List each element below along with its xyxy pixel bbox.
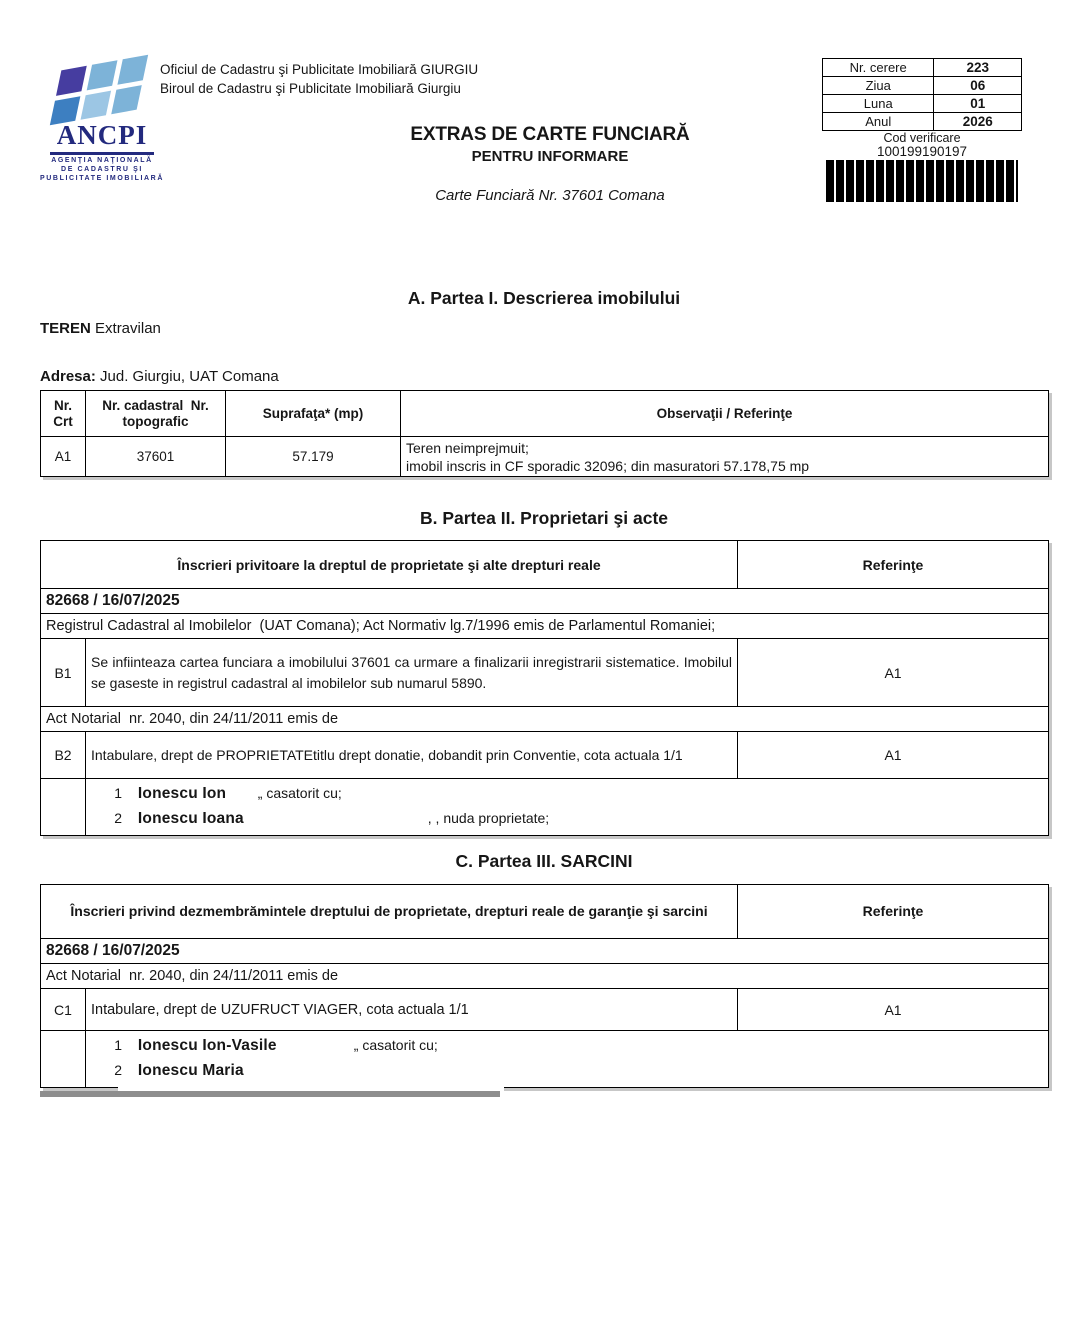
observatii-line-2: imobil inscris in CF sporadic 32096; din masuratori 57.178,75 mp [406, 457, 810, 474]
reference-b2: A1 [738, 732, 1049, 779]
issuing-office [160, 60, 478, 98]
owner-index: 2 [114, 1062, 122, 1078]
col-header-inscrieri-c: Înscrieri privind dezmembrămintele dreptului de proprietate, drepturi reale de garanţie şi sarcini [41, 885, 738, 939]
owner-entry [86, 806, 1048, 831]
land-type-line [40, 320, 161, 337]
table-row [823, 59, 1022, 77]
position-text-c1: Intabulare, drept de UZUFRUCT VIAGER, cota actuala 1/1 [86, 989, 738, 1031]
document-title: EXTRAS DE CARTE FUNCIARĂ [410, 124, 690, 145]
charges-table-wrap [40, 884, 1049, 1088]
parcel-table-wrap [40, 390, 1049, 477]
owner-entry [86, 1033, 1048, 1058]
ancpi-logo-caption [38, 156, 166, 183]
reference-c1: A1 [738, 989, 1049, 1031]
position-text-b2: Intabulare, drept de PROPRIETATEtitlu drept donatie, dobandit prin Conventie, cota actuala 1/1 [86, 732, 738, 779]
address-value: Jud. Giurgiu, UAT Comana [100, 368, 279, 385]
logo-square [81, 90, 112, 120]
act-line-c: Act Notarial nr. 2040, din 24/11/2011 emis de [41, 964, 1049, 989]
entry-number-row [41, 589, 1049, 614]
section-a-heading: A. Partea I. Descrierea imobilului [407, 288, 681, 308]
owners-list-row-b [41, 779, 1049, 836]
entry-number-row [41, 939, 1049, 964]
scan-artifact-shadow [40, 1091, 500, 1097]
col-header-inscrieri-b: Înscrieri privitoare la dreptul de proprietate şi alte drepturi reale [41, 541, 738, 589]
table-row [41, 437, 1049, 477]
owner-name: Ionescu Ioana [132, 807, 424, 831]
owners-list-b [86, 779, 1049, 836]
document-subtitle: PENTRU INFORMARE [471, 148, 629, 165]
table-header-row [41, 541, 1049, 589]
cell-observatii [401, 437, 1049, 477]
entry-number-b: 82668 / 16/07/2025 [41, 589, 1049, 614]
owner-entry [86, 781, 1048, 806]
month-label: Luna [823, 95, 934, 113]
position-text-b1: Se infiinteaza cartea funciara a imobilului 37601 ca urmare a finalizarii inregistrarii sistematice. Imobilul se gaseste in registrul cadastral al imobilelor sub numarul 5890. [86, 639, 738, 707]
owner-name: Ionescu Maria [132, 1059, 342, 1083]
col-header-referinte-b: Referinţe [738, 541, 1049, 589]
owner-suffix: , , nuda proprietate; [427, 810, 550, 826]
scan-artifact-white-notch [118, 1083, 504, 1091]
logo-caption-line: AGENŢIA NAŢIONALĂ [51, 157, 153, 164]
position-label-c1: C1 [41, 989, 86, 1031]
owners-list-c [86, 1031, 1049, 1088]
col-header-suprafata: Suprafaţa* (mp) [226, 391, 401, 437]
section-c-heading: C. Partea III. SARCINI [455, 851, 633, 871]
logo-square [118, 55, 149, 85]
entry-number-c: 82668 / 16/07/2025 [41, 939, 1049, 964]
registry-row [41, 614, 1049, 639]
observatii-line-1: Teren neimprejmuit; [406, 439, 529, 456]
owner-suffix: „ casatorit cu; [257, 785, 342, 801]
request-number-value: 223 [934, 59, 1022, 77]
table-row [823, 113, 1022, 131]
owners-list-row-c [41, 1031, 1049, 1088]
verification-code-label: Cod verificare [883, 131, 961, 145]
logo-square [87, 60, 118, 90]
owners-spacer-cell [41, 779, 86, 836]
act-row-c [41, 964, 1049, 989]
office-line-1: Oficiul de Cadastru şi Publicitate Imobiliară GIURGIU [160, 62, 479, 77]
year-label: Anul [823, 113, 934, 131]
year-value: 2026 [934, 113, 1022, 131]
charges-table [40, 884, 1049, 1088]
owners-spacer-cell [41, 1031, 86, 1088]
request-info-table [822, 58, 1022, 131]
owners-table [40, 540, 1049, 836]
owner-index: 1 [114, 1037, 122, 1053]
col-header-cadastral: Nr. cadastral Nr. topografic [86, 391, 226, 437]
table-row [823, 77, 1022, 95]
owners-table-wrap [40, 540, 1049, 836]
month-value: 01 [934, 95, 1022, 113]
parcel-table [40, 390, 1049, 477]
section-b-heading: B. Partea II. Proprietari şi acte [419, 508, 669, 528]
cell-crt: A1 [41, 437, 86, 477]
land-book-number: Carte Funciară Nr. 37601 Comana [435, 187, 665, 204]
address-line [40, 368, 279, 385]
land-type-label: TEREN [40, 320, 91, 337]
table-header-row [41, 391, 1049, 437]
owner-suffix: „ casatorit cu; [353, 1037, 438, 1053]
position-label-b1: B1 [41, 639, 86, 707]
owner-index: 2 [114, 810, 122, 826]
act-line-b: Act Notarial nr. 2040, din 24/11/2011 emis de [41, 707, 1049, 732]
land-type-value: Extravilan [95, 320, 161, 337]
col-header-referinte-c: Referinţe [738, 885, 1049, 939]
act-row-b [41, 707, 1049, 732]
table-header-row [41, 885, 1049, 939]
registry-line: Registrul Cadastral al Imobilelor (UAT Comana); Act Normativ lg.7/1996 emis de Parlamentul Romaniei; [41, 614, 1049, 639]
barcode [826, 160, 1018, 202]
cell-cadastral: 37601 [86, 437, 226, 477]
owner-name: Ionescu Ion [132, 782, 254, 806]
office-line-2: Biroul de Cadastru şi Publicitate Imobiliară Giurgiu [160, 81, 461, 96]
day-value: 06 [934, 77, 1022, 95]
cell-suprafata: 57.179 [226, 437, 401, 477]
position-label-b2: B2 [41, 732, 86, 779]
logo-caption-line: DE CADASTRU ŞI [61, 166, 143, 173]
ancpi-logo-acronym: ANCPI [50, 120, 154, 155]
position-row-b1 [41, 639, 1049, 707]
position-row-b2 [41, 732, 1049, 779]
col-header-observatii: Observaţii / Referinţe [401, 391, 1049, 437]
owner-index: 1 [114, 785, 122, 801]
ancpi-logo-squares-icon [50, 55, 148, 126]
reference-b1: A1 [738, 639, 1049, 707]
owner-name: Ionescu Ion-Vasile [132, 1034, 350, 1058]
logo-caption-line: PUBLICITATE IMOBILIARĂ [40, 175, 164, 182]
col-header-nr-crt: Nr. Crt [41, 391, 86, 437]
address-label: Adresa: [40, 368, 96, 385]
position-row-c1 [41, 989, 1049, 1031]
logo-square [56, 66, 87, 96]
table-row [823, 95, 1022, 113]
owner-entry [86, 1058, 1048, 1083]
day-label: Ziua [823, 77, 934, 95]
request-number-label: Nr. cerere [823, 59, 934, 77]
document-title-block [280, 124, 820, 204]
logo-square [111, 85, 142, 115]
verification-code-value: 100199190197 [876, 144, 968, 159]
